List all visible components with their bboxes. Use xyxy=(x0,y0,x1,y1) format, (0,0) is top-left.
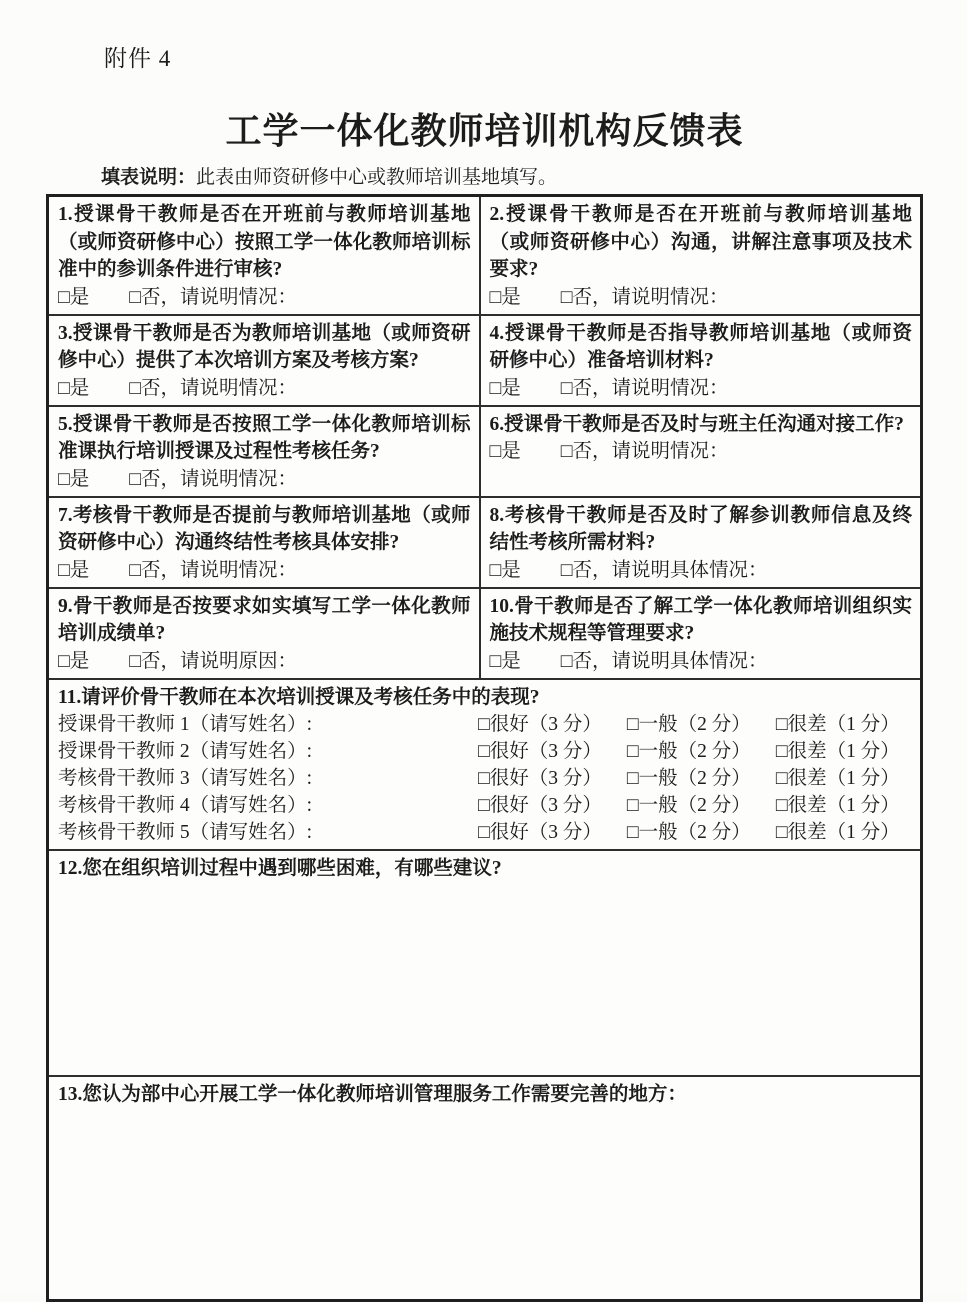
page-title: 工学一体化教师培训机构反馈表 xyxy=(225,111,744,151)
question-cell-9 xyxy=(48,588,480,679)
fill-instructions-text: 此表由师资研修中心或教师培训基地填写。 xyxy=(196,167,558,188)
question-13-text: 13.您认为部中心开展工学一体化教师培训管理服务工作需要完善的地方： xyxy=(58,1084,687,1105)
question-9-checkbox-no[interactable]: □否，请说明原因： xyxy=(129,650,298,672)
rating-row-4 xyxy=(58,792,912,819)
teacher-3-checkbox-good[interactable]: □很好（3 分） xyxy=(478,768,602,789)
question-2-checkbox-no[interactable]: □否，请说明情况： xyxy=(560,286,729,308)
question-cell-12 xyxy=(48,850,922,1076)
question-7-text: 7.考核骨干教师是否提前与教师培训基地（或师资研修中心）沟通终结性考核具体安排? xyxy=(58,504,471,553)
question-cell-1 xyxy=(48,196,480,315)
question-10-text: 10.骨干教师是否了解工学一体化教师培训组织实施技术规程等管理要求? xyxy=(489,595,912,644)
question-8-checkbox-yes[interactable]: □是 xyxy=(489,559,521,581)
question-cell-8 xyxy=(480,497,922,588)
question-cell-4 xyxy=(480,315,922,406)
question-10-options xyxy=(490,648,913,675)
question-7-options xyxy=(58,557,471,584)
rating-row-2 xyxy=(58,738,912,765)
teacher-2-name-label: 授课骨干教师 2（请写姓名）: xyxy=(58,741,313,762)
question-9-options xyxy=(58,648,471,675)
teacher-3-checkbox-average[interactable]: □一般（2 分） xyxy=(626,768,751,789)
question-11-text: 11.请评价骨干教师在本次培训授课及考核任务中的表现? xyxy=(58,686,540,708)
question-10-checkbox-no[interactable]: □否，请说明具体情况： xyxy=(560,650,768,672)
question-cell-11 xyxy=(48,679,922,851)
question-3-options xyxy=(58,375,471,402)
question-2-text: 2.授课骨干教师是否在开班前与教师培训基地（或师资研修中心）沟通，讲解注意事项及技术要求? xyxy=(489,204,912,280)
question-6-text: 6.授课骨干教师是否及时与班主任沟通对接工作? xyxy=(489,413,904,435)
fill-instructions-label: 填表说明： xyxy=(101,167,197,188)
teacher-3-name-label: 考核骨干教师 3（请写姓名）: xyxy=(58,768,313,789)
teacher-2-checkbox-average[interactable]: □一般（2 分） xyxy=(626,741,751,762)
teacher-4-checkbox-poor[interactable]: □很差（1 分） xyxy=(775,795,900,816)
teacher-5-name-label: 考核骨干教师 5（请写姓名）: xyxy=(58,822,313,843)
question-cell-13 xyxy=(48,1076,922,1300)
question-5-text: 5.授课骨干教师是否按照工学一体化教师培训标准课执行培训授课及过程性考核任务? xyxy=(58,413,471,462)
rating-row-3 xyxy=(58,765,912,792)
question-cell-2 xyxy=(480,196,922,315)
question-5-checkbox-yes[interactable]: □是 xyxy=(58,468,90,490)
question-9-text: 9.骨干教师是否按要求如实填写工学一体化教师培训成绩单? xyxy=(58,595,471,644)
teacher-3-checkbox-poor[interactable]: □很差（1 分） xyxy=(775,768,900,789)
question-3-checkbox-no[interactable]: □否，请说明情况： xyxy=(129,377,298,399)
question-2-checkbox-yes[interactable]: □是 xyxy=(489,286,521,308)
teacher-4-checkbox-average[interactable]: □一般（2 分） xyxy=(626,795,751,816)
question-6-checkbox-no[interactable]: □否，请说明情况： xyxy=(560,441,729,462)
question-2-options xyxy=(490,284,913,311)
question-9-checkbox-yes[interactable]: □是 xyxy=(58,650,90,672)
teacher-5-checkbox-average[interactable]: □一般（2 分） xyxy=(626,822,751,843)
question-8-text: 8.考核骨干教师是否及时了解参训教师信息及终结性考核所需材料? xyxy=(489,504,912,553)
question-cell-10 xyxy=(480,588,922,679)
question-1-text: 1.授课骨干教师是否在开班前与教师培训基地（或师资研修中心）按照工学一体化教师培训标准中的参训条件进行审核? xyxy=(58,204,471,280)
question-cell-3 xyxy=(48,315,480,406)
teacher-1-name-label: 授课骨干教师 1（请写姓名）: xyxy=(58,714,313,735)
question-7-checkbox-yes[interactable]: □是 xyxy=(58,559,90,581)
question-4-checkbox-yes[interactable]: □是 xyxy=(489,377,521,399)
teacher-1-checkbox-average[interactable]: □一般（2 分） xyxy=(626,714,751,735)
question-4-text: 4.授课骨干教师是否指导教师培训基地（或师资研修中心）准备培训材料? xyxy=(489,322,912,371)
question-cell-7 xyxy=(48,497,480,588)
question-1-checkbox-yes[interactable]: □是 xyxy=(58,286,90,308)
question-4-options xyxy=(490,375,913,402)
question-3-checkbox-yes[interactable]: □是 xyxy=(58,377,90,399)
question-4-checkbox-no[interactable]: □否，请说明情况： xyxy=(560,377,729,399)
teacher-5-checkbox-good[interactable]: □很好（3 分） xyxy=(478,822,602,843)
question-7-checkbox-no[interactable]: □否，请说明情况： xyxy=(129,559,298,581)
teacher-2-checkbox-poor[interactable]: □很差（1 分） xyxy=(775,741,900,762)
rating-row-5 xyxy=(58,819,912,846)
teacher-2-checkbox-good[interactable]: □很好（3 分） xyxy=(478,741,602,762)
teacher-1-checkbox-good[interactable]: □很好（3 分） xyxy=(478,714,602,735)
question-5-options xyxy=(58,466,471,493)
question-cell-5 xyxy=(48,406,480,497)
feedback-form-table xyxy=(46,194,923,1302)
question-6-options xyxy=(490,438,913,465)
teacher-4-checkbox-good[interactable]: □很好（3 分） xyxy=(478,795,602,816)
question-3-text: 3.授课骨干教师是否为教师培训基地（或师资研修中心）提供了本次培训方案及考核方案? xyxy=(58,322,471,371)
question-8-options xyxy=(490,557,913,584)
teacher-5-checkbox-poor[interactable]: □很差（1 分） xyxy=(775,822,900,843)
question-1-checkbox-no[interactable]: □否，请说明情况： xyxy=(129,286,298,308)
question-6-checkbox-yes[interactable]: □是 xyxy=(489,441,521,462)
fill-instructions xyxy=(101,166,923,190)
attachment-label: 附件 4 xyxy=(104,46,172,71)
question-12-text: 12.您在组织培训过程中遇到哪些困难，有哪些建议? xyxy=(58,858,502,879)
teacher-1-checkbox-poor[interactable]: □很差（1 分） xyxy=(775,714,900,735)
teacher-4-name-label: 考核骨干教师 4（请写姓名）: xyxy=(58,795,313,816)
question-cell-6 xyxy=(480,406,922,497)
question-5-checkbox-no[interactable]: □否，请说明情况： xyxy=(129,468,298,490)
rating-row-1 xyxy=(58,711,912,738)
question-1-options xyxy=(58,284,471,311)
question-10-checkbox-yes[interactable]: □是 xyxy=(489,650,521,672)
question-8-checkbox-no[interactable]: □否，请说明具体情况： xyxy=(560,559,768,581)
